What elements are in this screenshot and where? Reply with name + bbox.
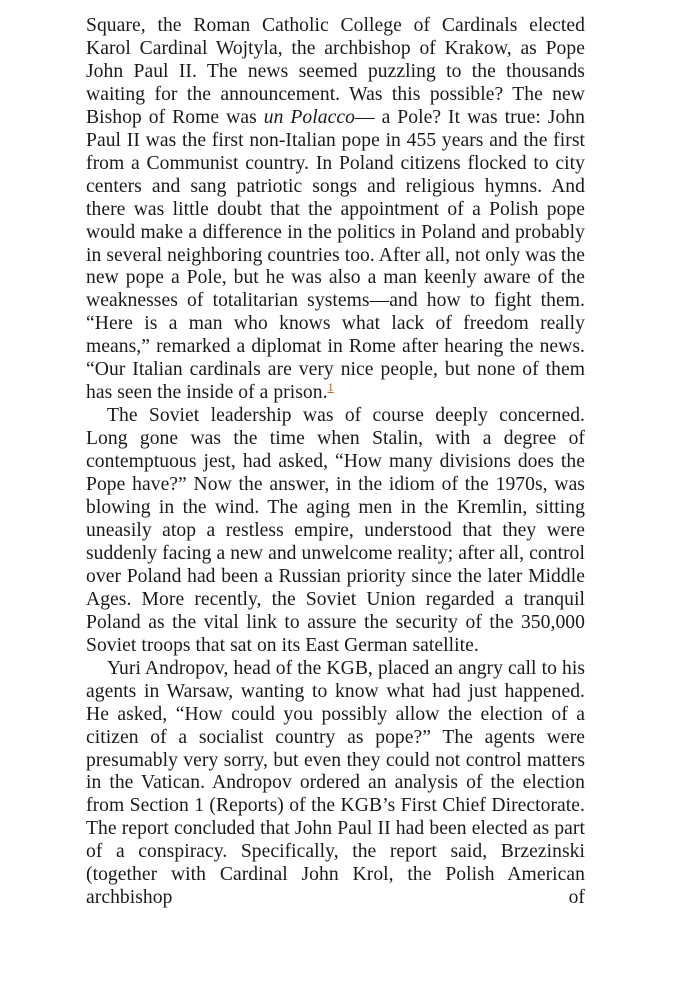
footnote-link-1[interactable]: 1 (327, 380, 334, 395)
book-page (86, 15, 585, 910)
paragraph-1-text-a: Square, the Roman Catholic College of Cardinals elected Karol Cardinal Wojtyla, the archbishop of Krakow, as Pope John Paul II. The news seemed puzzling to the thousands waiting for the announcement. Was this possible? The new Bishop of Rome was (86, 15, 585, 128)
paragraph-1 (86, 15, 585, 405)
italic-phrase-un-polacco: un Polacco (263, 106, 355, 128)
paragraph-2 (86, 405, 585, 657)
paragraph-1-text-b: — a Pole? It was true: John Paul II was the first non-Italian pope in 455 years and the first from a Communist country. In Poland citizens flocked to city centers and sang patriotic songs and religious hymns. And there was little doubt that the appointment of a Polish pope would make a difference in the politics in Poland and probably in several neighboring countries too. After all, not only was the new pope a Pole, but he was also a man keenly aware of the weaknesses of totalitarian systems—and how to fight them. “Here is a man who knows what lack of freedom really means,” remarked a diplomat in Rome after hearing the news. “Our Italian cardinals are very nice people, but none of them has seen the inside of a prison. (86, 106, 585, 404)
paragraph-3-text: Yuri Andropov, head of the KGB, placed an angry call to his agents in Warsaw, wanting to know what had just happened. He asked, “How could you possibly allow the election of a citizen of a socialist country as pope?” The agents were presumably very sorry, but even they could not control matters in the Vatican. Andropov ordered an analysis of the election from Section 1 (Reports) of the KGB’s First Chief Directorate. The report concluded that John Paul II had been elected as part of a conspiracy. Specifically, the report said, Brzezinski (together with Cardinal John Krol, the Polish American archbishop of (86, 657, 585, 909)
paragraph-2-text: The Soviet leadership was of course deeply concerned. Long gone was the time when Stalin, with a degree of contemptuous jest, had asked, “How many divisions does the Pope have?” Now the answer, in the idiom of the 1970s, was blowing in the wind. The aging men in the Kremlin, sitting uneasily atop a restless empire, understood that they were suddenly facing a new and unwelcome reality; after all, control over Poland had been a Russian priority since the later Middle Ages. More recently, the Soviet Union regarded a tranquil Poland as the vital link to assure the security of the 350,000 Soviet troops that sat on its East German satellite. (86, 405, 585, 656)
paragraph-3 (86, 658, 585, 910)
